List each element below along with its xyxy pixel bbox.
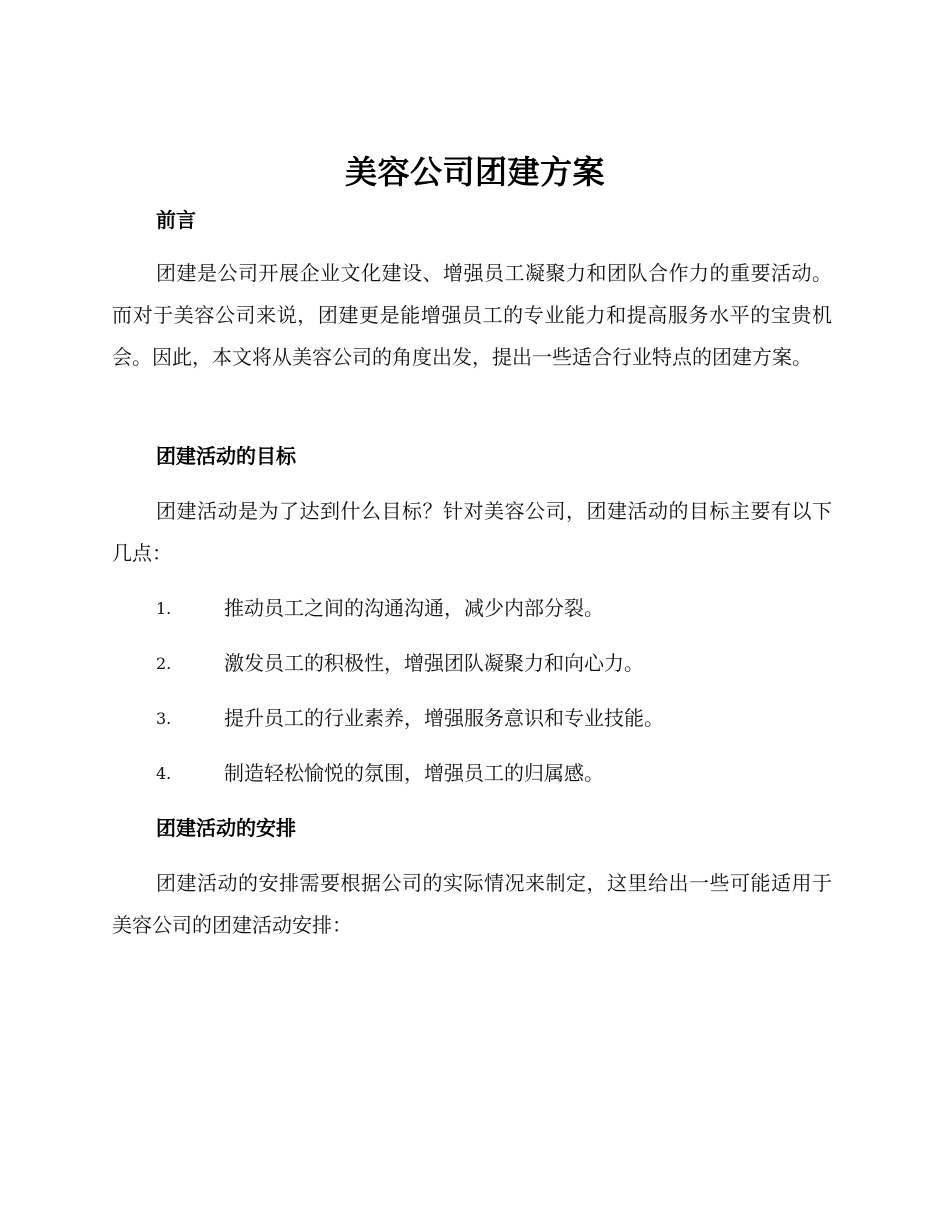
list-item-number: 1.: [156, 599, 172, 618]
section-paragraph-goals: 团建活动是为了达到什么目标？针对美容公司，团建活动的目标主要有以下几点：: [112, 499, 832, 565]
list-item-text: 推动员工之间的沟通沟通，减少内部分裂。: [224, 596, 604, 620]
list-item-text: 制造轻松愉悦的氛围，增强员工的归属感。: [224, 761, 604, 785]
section-heading-goals: 团建活动的目标: [156, 444, 296, 468]
list-item-number: 4.: [156, 764, 172, 783]
list-item-text: 提升员工的行业素养，增强服务意识和专业技能。: [224, 706, 664, 730]
list-item-text: 激发员工的积极性，增强团队凝聚力和向心力。: [224, 651, 644, 675]
list-item-number: 3.: [156, 709, 172, 728]
list-item-number: 2.: [156, 654, 172, 673]
document-title: 美容公司团建方案: [344, 153, 605, 191]
section-heading-preface: 前言: [156, 208, 196, 232]
section-heading-arrangement: 团建活动的安排: [156, 816, 296, 840]
section-paragraph-preface: 团建是公司开展企业文化建设、增强员工凝聚力和团队合作力的重要活动。而对于美容公司来说，团建更是能增强员工的专业能力和提高服务水平的宝贵机会。因此，本文将从美容公司的角度出发，提出一些适合行业特点的团建方案。: [112, 261, 832, 369]
section-paragraph-arrangement: 团建活动的安排需要根据公司的实际情况来制定，这里给出一些可能适用于美容公司的团建活动安排：: [112, 871, 832, 937]
